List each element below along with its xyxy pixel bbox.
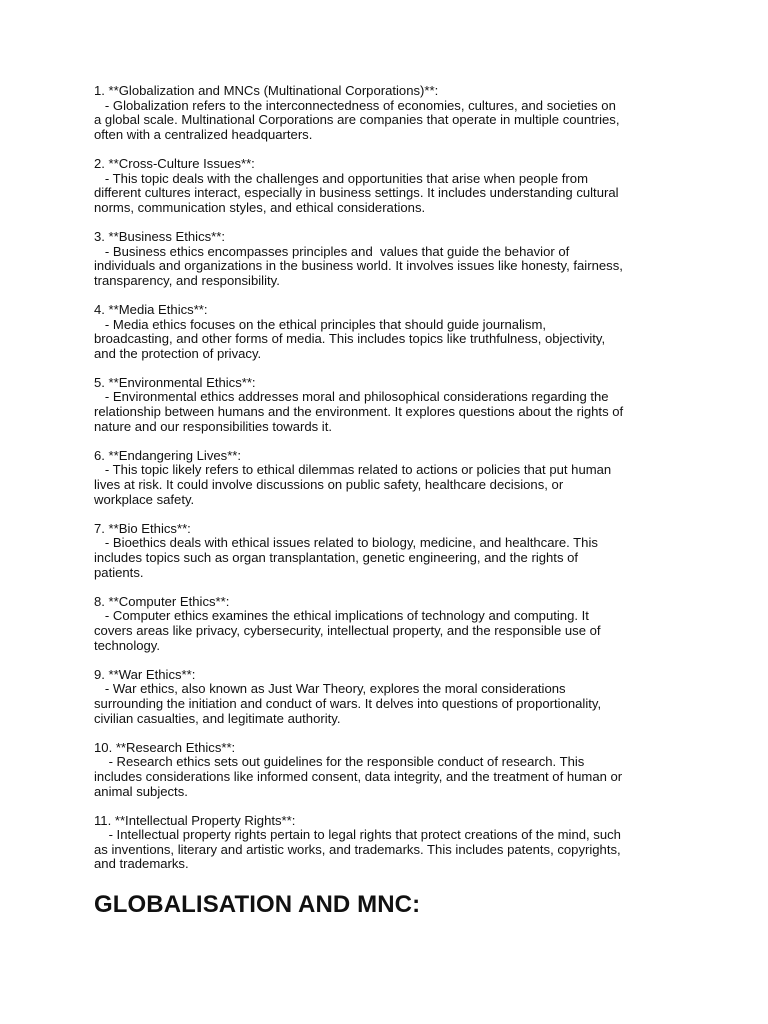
item-description: - Bioethics deals with ethical issues related to biology, medicine, and healthcare. This includes topics such as organ transplantation, genetic engineering, and the rights of patients. [94, 535, 598, 580]
item-description: - This topic deals with the challenges and opportunities that arise when people from different cultures interact, especially in business settings. It includes understanding cultural norms, communication styles, and ethical considerations. [94, 170, 619, 215]
list-item [94, 303, 674, 361]
item-title: 8. **Computer Ethics**: [94, 593, 230, 609]
item-title: 11. **Intellectual Property Rights**: [94, 812, 296, 828]
list-item [94, 157, 674, 215]
item-description: - Media ethics focuses on the ethical principles that should guide journalism, broadcasting, and other forms of media. This includes topics like truthfulness, objectivity, and the protection of privacy. [94, 316, 606, 361]
item-description: - Computer ethics examines the ethical implications of technology and computing. It covers areas like privacy, cybersecurity, intellectual property, and the responsible use of technology. [94, 608, 601, 653]
item-title: 2. **Cross-Culture Issues**: [94, 155, 255, 171]
item-title: 1. **Globalization and MNCs (Multinational Corporations)**: [94, 83, 439, 98]
list-item [94, 595, 674, 653]
item-description: - Business ethics encompasses principles and values that guide the behavior of individuals and organizations in the business world. It involves issues like honesty, fairness, transparency, and responsibility. [94, 243, 623, 288]
list-item [94, 814, 674, 872]
item-description: - Globalization refers to the interconnectedness of economies, cultures, and societies on a global scale. Multinational Corporations are companies that operate in multiple countries, often with a centralized headquarters. [94, 97, 620, 142]
list-item [94, 668, 674, 726]
item-title: 9. **War Ethics**: [94, 666, 196, 682]
item-title: 3. **Business Ethics**: [94, 228, 226, 244]
list-item [94, 741, 674, 799]
item-title: 7. **Bio Ethics**: [94, 520, 191, 536]
list-item [94, 522, 674, 580]
section-heading: GLOBALISATION AND MNC: [94, 891, 421, 918]
list-item [94, 449, 674, 507]
list-item [94, 376, 674, 434]
item-title: 5. **Environmental Ethics**: [94, 374, 256, 390]
item-title: 10. **Research Ethics**: [94, 739, 236, 755]
list-item [94, 230, 674, 288]
item-description: - Research ethics sets out guidelines for the responsible conduct of research. This includes considerations like informed consent, data integrity, and the treatment of human or animal subjects. [94, 754, 623, 799]
item-description: - Intellectual property rights pertain to legal rights that protect creations of the mind, such as inventions, literary and artistic works, and trademarks. This includes patents, copyrights, and trademarks. [94, 827, 621, 872]
item-description: - This topic likely refers to ethical dilemmas related to actions or policies that put human lives at risk. It could involve discussions on public safety, healthcare decisions, or workplace safety. [94, 462, 612, 507]
item-description: - War ethics, also known as Just War Theory, explores the moral considerations surrounding the initiation and conduct of wars. It delves into questions of proportionality, civilian casualties, and legitimate authority. [94, 681, 602, 726]
item-title: 6. **Endangering Lives**: [94, 447, 242, 463]
list-item [94, 84, 674, 142]
item-description: - Environmental ethics addresses moral and philosophical considerations regarding the relationship between humans and the environment. It explores questions about the rights of nature and our responsibilities towards it. [94, 389, 624, 434]
item-title: 4. **Media Ethics**: [94, 301, 208, 317]
